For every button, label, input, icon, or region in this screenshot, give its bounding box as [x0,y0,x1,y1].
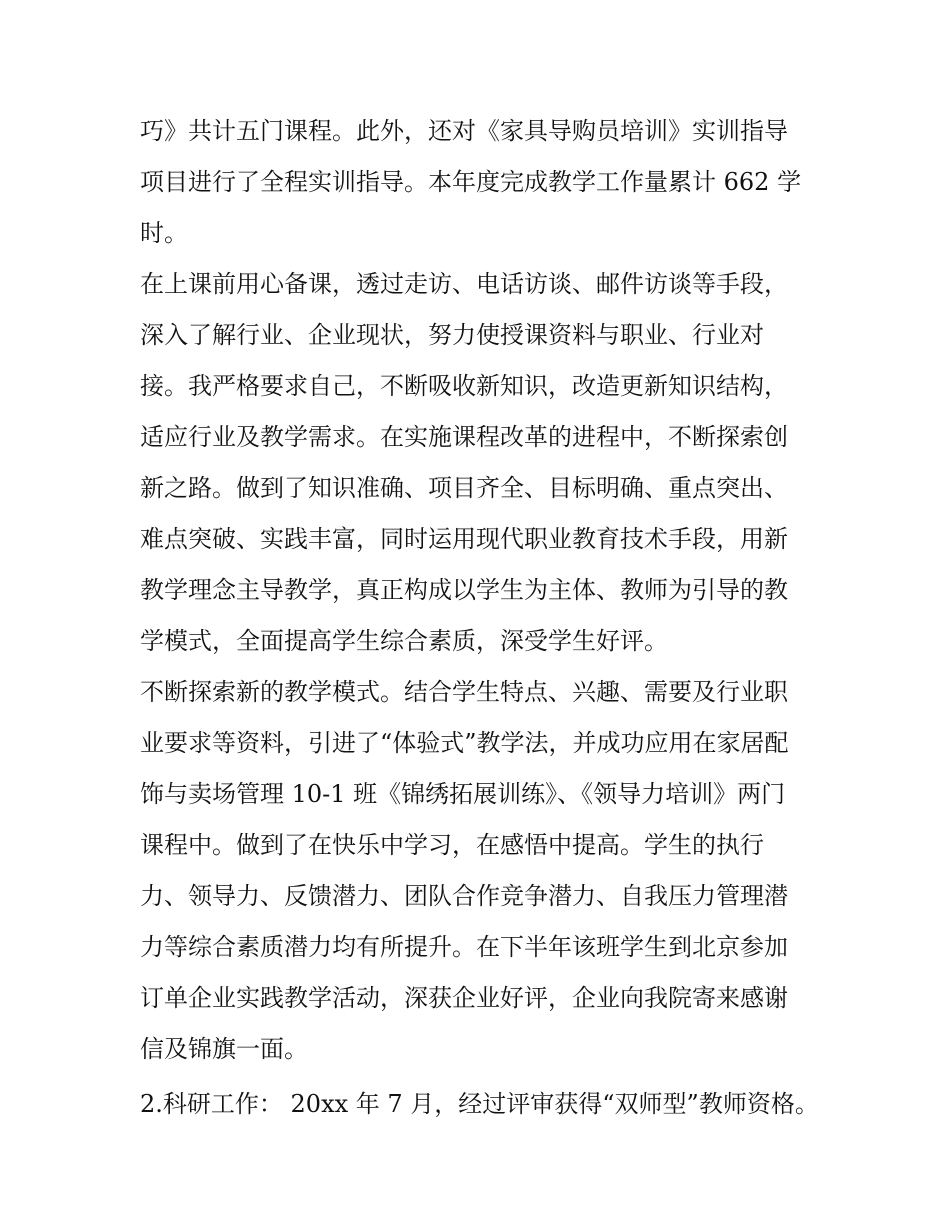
text-line: 信及锦旗一面。 [140,1035,308,1063]
text-line: 新之路。做到了知识准确、项目齐全、目标明确、重点突出、 [140,474,788,502]
text-line: 力、领导力、反馈潜力、团队合作竞争潜力、自我压力管理潜 [140,882,788,910]
text-line: 业要求等资料，引进了“体验式”教学法，并成功应用在家居配 [140,729,789,757]
text-line: 力等综合素质潜力均有所提升。在下半年该班学生到北京参加 [140,933,788,961]
text-line: 学模式，全面提高学生综合素质，深受学生好评。 [140,627,668,655]
text-line: 教学理念主导教学，真正构成以学生为主体、教师为引导的教 [140,576,788,604]
text-line: 接。我严格要求自己，不断吸收新知识，改造更新知识结构， [140,372,788,400]
text-line: 项目进行了全程实训指导。本年度完成教学工作量累计 662 学 [140,168,802,196]
text-line: 不断探索新的教学模式。结合学生特点、兴趣、需要及行业职 [140,678,788,706]
text-line: 订单企业实践教学活动，深获企业好评，企业向我院寄来感谢 [140,984,788,1012]
text-line: 适应行业及教学需求。在实施课程改革的进程中，不断探索创 [140,423,788,451]
text-line: 巧》共计五门课程。此外，还对《家具导购员培训》实训指导 [140,117,788,145]
section-heading: 2.科研工作： 20xx 年 7 月，经过评审获得“双师型”教师资格。 [140,1090,819,1118]
text-line: 在上课前用心备课，透过走访、电话访谈、邮件访谈等手段， [140,270,788,298]
text-line: 课程中。做到了在快乐中学习，在感悟中提高。学生的执行 [140,831,764,859]
text-line: 深入了解行业、企业现状，努力使授课资料与职业、行业对 [140,321,764,349]
text-line: 饰与卖场管理 10-1 班《锦绣拓展训练》、《领导力培训》两门 [140,780,786,808]
body-text [140,106,820,1130]
text-line: 难点突破、实践丰富，同时运用现代职业教育技术手段，用新 [140,525,788,553]
text-line: 时。 [140,219,188,247]
